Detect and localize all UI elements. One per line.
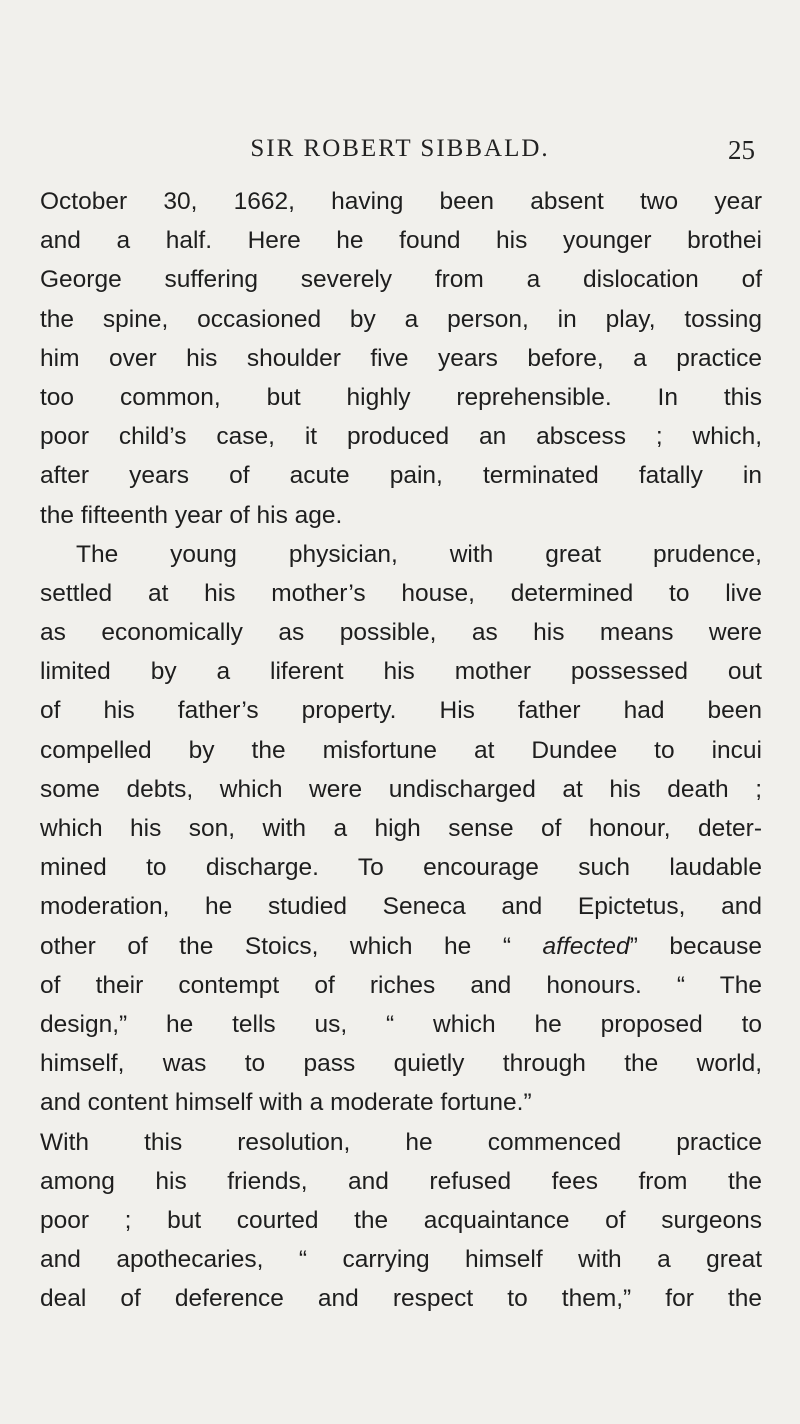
text-line: compelled by the misfortune at Dundee to incui [40, 736, 762, 764]
italic-word: affected [542, 932, 630, 960]
text-line: mined to discharge. To encourage such laudable [40, 854, 762, 882]
text-line: some debts, which were undischarged at his death ; [40, 775, 762, 803]
text-line: of their contempt of riches and honours. “ The [40, 971, 762, 999]
running-head [0, 135, 800, 165]
text-line: the spine, occasioned by a person, in play, tossing [40, 305, 762, 333]
text-line: among his friends, and refused fees from the [40, 1167, 762, 1195]
text-line: moderation, he studied Seneca and Epictetus, and [40, 893, 762, 921]
text-line: which his son, with a high sense of honour, deter- [40, 815, 762, 842]
header-title: SIR ROBERT SIBBALD. [250, 135, 550, 162]
text-line: as economically as possible, as his means were [40, 619, 762, 647]
text-line: himself, was to pass quietly through the world, [40, 1050, 762, 1078]
text-line-with-italic [40, 927, 762, 966]
text-segment: ” because [629, 932, 762, 960]
body-text [40, 182, 762, 1318]
text-line: George suffering severely from a dislocation of [40, 266, 762, 294]
text-line: design,” he tells us, “ which he proposed to [40, 1010, 762, 1038]
text-line: settled at his mother’s house, determined to live [40, 579, 762, 607]
text-line: poor child’s case, it produced an abscess ; which, [40, 423, 762, 451]
text-line-paragraph-end: the fifteenth year of his age. [40, 501, 343, 529]
text-segment: other of the Stoics, which he “ [40, 932, 543, 960]
text-line: and content himself with a moderate fortune.” [40, 1089, 532, 1117]
text-line: and apothecaries, “ carrying himself with a great [40, 1246, 762, 1274]
text-line: October 30, 1662, having been absent two year [40, 188, 762, 215]
page-number: 25 [728, 135, 755, 165]
text-line: after years of acute pain, terminated fatally in [40, 462, 762, 490]
text-line-paragraph-start: The young physician, with great prudence, [76, 540, 762, 568]
text-line: poor ; but courted the acquaintance of surgeons [40, 1206, 762, 1234]
text-line: limited by a liferent his mother possessed out [40, 658, 762, 686]
text-line: him over his shoulder five years before, a practice [40, 344, 762, 372]
text-line: too common, but highly reprehensible. In this [40, 383, 762, 411]
text-line: With this resolution, he commenced practice [40, 1128, 762, 1156]
text-line: and a half. Here he found his younger brothei [40, 227, 762, 255]
text-line: deal of deference and respect to them,” for the [40, 1285, 762, 1313]
text-line: of his father’s property. His father had been [40, 697, 762, 725]
